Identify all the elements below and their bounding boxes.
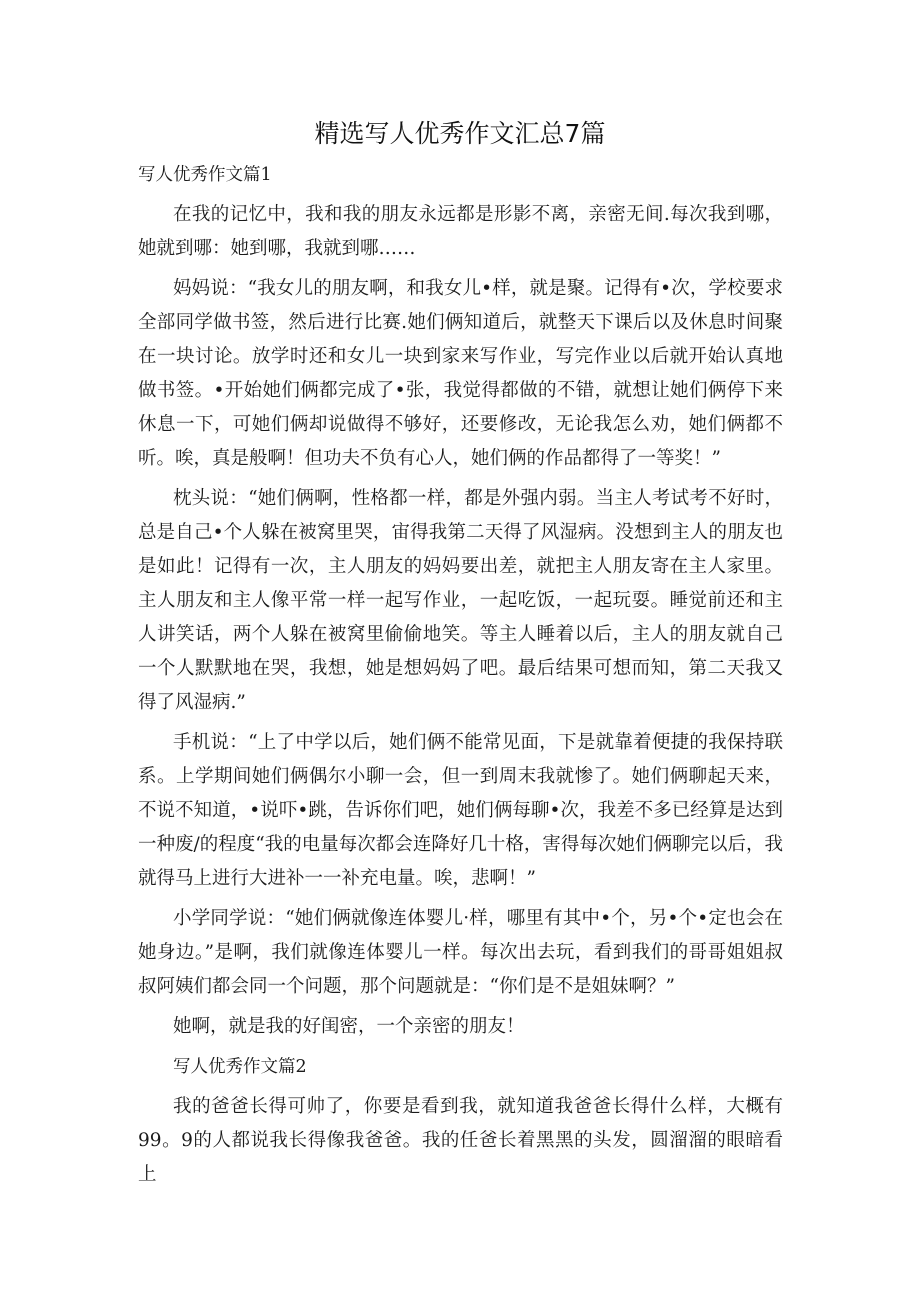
essay-section-2	[138, 1050, 783, 1192]
document-title: 精选写人优秀作文汇总7篇	[314, 119, 606, 148]
paragraph: 妈妈说：“我女儿的朋友啊，和我女儿•样，就是聚。记得有•次，学校要求全部同学做书签，然后进行比赛.她们俩知道后，就整天下课后以及休息时间聚在一块讨论。放学时还和女儿一块到家来写作业，写完作业以后就开始认真地做书签。•开始她们俩都完成了•张，我觉得都做的不错，就想让她们俩停下来休息一下，可她们俩却说做得不够好，还要修改，无论我怎么劝，她们俩都不听。唉，真是般啊！但功夫不负有心人，她们俩的作品都得了一等奖！”	[138, 278, 783, 469]
paragraph: 她啊，就是我的好闺密，一个亲密的朋友！	[173, 1016, 525, 1037]
essay-section-1	[138, 158, 783, 1044]
paragraph: 小学同学说：“她们俩就像连体婴儿·样，哪里有其中•个，另•个•定也会在她身边。”是啊，我们就像连体婴儿一样。每次出去玩，看到我们的哥哥姐姐叔叔阿姨们都会同一个问题，那个问题就是：“你们是不是姐妹啊？”	[138, 908, 783, 997]
section-heading: 写人优秀作文篇1	[138, 165, 272, 185]
paragraph: 枕头说：“她们俩啊，性格都一样，都是外强内弱。当主人考试考不好时，总是自己•个人躲在被窝里哭，宙得我第二天得了风湿病。没想到主人的朋友也是如此！记得有一次，主人朋友的妈妈要出差，就把主人朋友寄在主人家里。主人朋友和主人像平常一样一起写作业，一起吃饭，一起玩耍。睡觉前还和主人讲笑话，两个人躲在被窝里偷偷地笑。等主人睡着以后，主人的朋友就自己一个人默默地在哭，我想，她是想妈妈了吧。最后结果可想而知，第二天我又得了风湿病.”	[138, 488, 783, 713]
section-heading: 写人优秀作文篇2	[173, 1057, 307, 1077]
paragraph: 在我的记忆中，我和我的朋友永远都是形影不离，亲密无间.每次我到哪，她就到哪：她到哪，我就到哪……	[138, 204, 783, 259]
paragraph: 我的爸爸长得可帅了，你要是看到我，就知道我爸爸长得什么样，大概有99。9的人都说我长得像我爸爸。我的任爸长着黑黑的头发，圆溜溜的眼暗看上	[138, 1096, 783, 1185]
document-body	[138, 158, 783, 1192]
paragraph: 手机说：“上了中学以后，她们俩不能常见面，下是就靠着便捷的我保持联系。上学期间她们俩偶尔小聊一会，但一到周末我就惨了。她们俩聊起天来，不说不知道，•说吓•跳，告诉你们吧，她们俩每聊•次，我差不多已经算是达到一种废/的程度“我的电量每次都会连降好几十格，害得每次她们俩聊完以后，我就得马上进行大进补一一补充电量。唉，悲啊！”	[138, 732, 783, 889]
